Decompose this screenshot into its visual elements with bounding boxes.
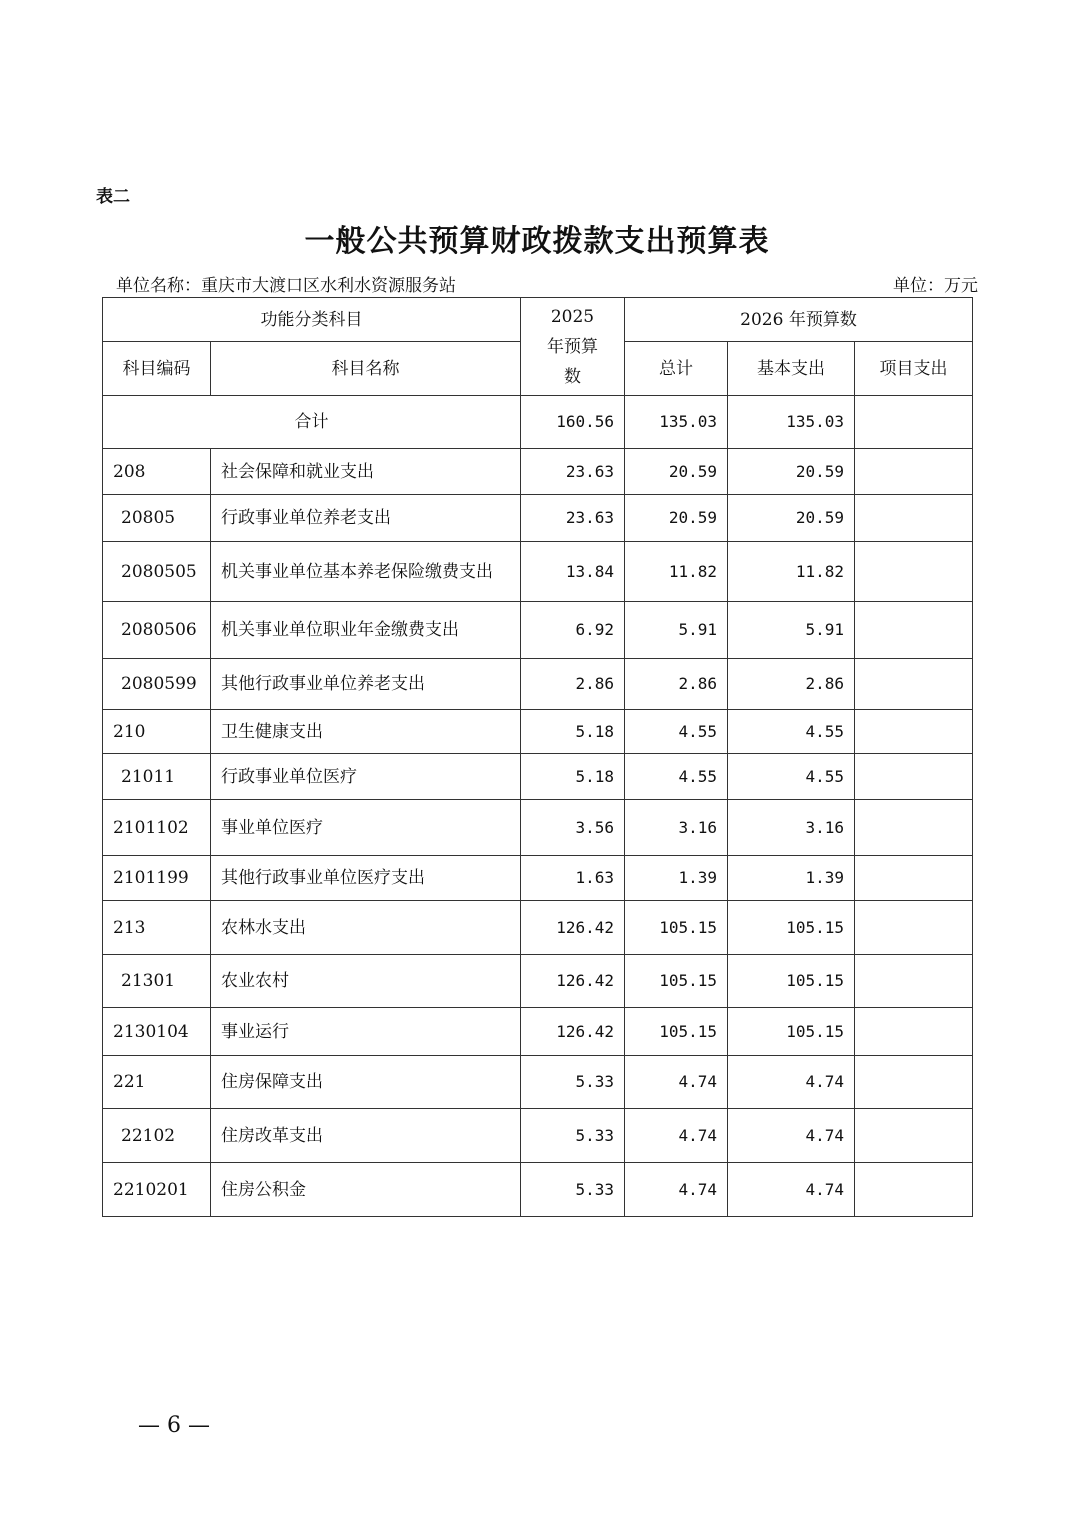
row-project [855,754,973,800]
header-2026-group: 2026 年预算数 [625,298,973,342]
row-total: 4.74 [625,1163,728,1217]
total-project [855,396,973,449]
row-project [855,955,973,1008]
budget-table [102,297,973,1217]
row-basic: 3.16 [728,800,855,856]
page-title: 一般公共预算财政拨款支出预算表 [304,224,770,259]
row-2025: 1.63 [521,856,625,901]
row-2025: 23.63 [521,495,625,542]
header-name: 科目名称 [211,342,521,396]
row-basic: 105.15 [728,955,855,1008]
row-code: 208 [103,449,211,495]
table-row [103,659,973,710]
row-basic: 11.82 [728,542,855,602]
header-2025: 2025 年预算数 [521,298,625,396]
row-basic: 20.59 [728,449,855,495]
row-code: 2210201 [103,1163,211,1217]
row-project [855,659,973,710]
table-row [103,1163,973,1217]
total-label: 合计 [103,396,521,449]
row-code: 2101199 [103,856,211,901]
row-total: 4.55 [625,754,728,800]
row-code: 21011 [103,754,211,800]
row-project [855,602,973,659]
row-2025: 2.86 [521,659,625,710]
total-basic: 135.03 [728,396,855,449]
row-name: 其他行政事业单位养老支出 [211,659,521,710]
unit-label: 单位：万元 [893,276,978,296]
row-code: 22102 [103,1109,211,1163]
row-project [855,542,973,602]
row-2025: 126.42 [521,1008,625,1056]
row-project [855,1163,973,1217]
row-2025: 5.18 [521,710,625,754]
row-total: 5.91 [625,602,728,659]
header-project: 项目支出 [855,342,973,396]
row-2025: 126.42 [521,901,625,955]
total-total: 135.03 [625,396,728,449]
row-project [855,800,973,856]
row-project [855,449,973,495]
row-code: 2080506 [103,602,211,659]
row-total: 3.16 [625,800,728,856]
row-name: 机关事业单位职业年金缴费支出 [211,602,521,659]
row-project [855,856,973,901]
row-basic: 1.39 [728,856,855,901]
row-name: 事业单位医疗 [211,800,521,856]
row-name: 住房改革支出 [211,1109,521,1163]
table-row [103,901,973,955]
row-name: 社会保障和就业支出 [211,449,521,495]
row-total: 4.74 [625,1109,728,1163]
row-project [855,1056,973,1109]
table-label: 表二 [96,187,130,207]
row-name: 机关事业单位基本养老保险缴费支出 [211,542,521,602]
row-basic: 5.91 [728,602,855,659]
row-code: 20805 [103,495,211,542]
row-name: 行政事业单位医疗 [211,754,521,800]
header-row-1 [103,298,973,342]
row-basic: 105.15 [728,1008,855,1056]
header-code: 科目编码 [103,342,211,396]
row-code: 221 [103,1056,211,1109]
row-2025: 5.18 [521,754,625,800]
row-total: 20.59 [625,495,728,542]
row-code: 213 [103,901,211,955]
row-basic: 4.55 [728,710,855,754]
row-name: 住房公积金 [211,1163,521,1217]
table-row [103,602,973,659]
row-total: 105.15 [625,955,728,1008]
row-code: 2080505 [103,542,211,602]
row-total: 105.15 [625,1008,728,1056]
row-name: 行政事业单位养老支出 [211,495,521,542]
row-project [855,1109,973,1163]
header-category-group: 功能分类科目 [103,298,521,342]
table-row [103,1109,973,1163]
unit-name: 单位名称：重庆市大渡口区水利水资源服务站 [116,276,456,296]
row-project [855,901,973,955]
row-basic: 2.86 [728,659,855,710]
table-row [103,754,973,800]
table-row [103,1008,973,1056]
row-basic: 105.15 [728,901,855,955]
row-name: 卫生健康支出 [211,710,521,754]
row-code: 21301 [103,955,211,1008]
row-basic: 20.59 [728,495,855,542]
row-2025: 13.84 [521,542,625,602]
table-row [103,800,973,856]
row-code: 2130104 [103,1008,211,1056]
row-total: 4.74 [625,1056,728,1109]
row-code: 2101102 [103,800,211,856]
row-2025: 3.56 [521,800,625,856]
row-2025: 5.33 [521,1163,625,1217]
table-row [103,1056,973,1109]
row-project [855,495,973,542]
row-basic: 4.74 [728,1163,855,1217]
table-row [103,542,973,602]
header-basic: 基本支出 [728,342,855,396]
row-name: 事业运行 [211,1008,521,1056]
row-total: 2.86 [625,659,728,710]
table-row [103,495,973,542]
row-code: 210 [103,710,211,754]
row-basic: 4.74 [728,1109,855,1163]
total-row [103,396,973,449]
row-2025: 23.63 [521,449,625,495]
row-total: 105.15 [625,901,728,955]
page-number: — 6 — [138,1413,210,1438]
row-name: 农林水支出 [211,901,521,955]
table-row [103,449,973,495]
table-row [103,955,973,1008]
row-name: 农业农村 [211,955,521,1008]
header-total: 总计 [625,342,728,396]
row-project [855,1008,973,1056]
row-code: 2080599 [103,659,211,710]
row-name: 其他行政事业单位医疗支出 [211,856,521,901]
row-total: 11.82 [625,542,728,602]
row-total: 20.59 [625,449,728,495]
row-name: 住房保障支出 [211,1056,521,1109]
row-total: 4.55 [625,710,728,754]
row-basic: 4.74 [728,1056,855,1109]
row-project [855,710,973,754]
table-row [103,710,973,754]
row-basic: 4.55 [728,754,855,800]
table-row [103,856,973,901]
row-2025: 6.92 [521,602,625,659]
row-total: 1.39 [625,856,728,901]
total-2025: 160.56 [521,396,625,449]
row-2025: 5.33 [521,1056,625,1109]
row-2025: 126.42 [521,955,625,1008]
row-2025: 5.33 [521,1109,625,1163]
